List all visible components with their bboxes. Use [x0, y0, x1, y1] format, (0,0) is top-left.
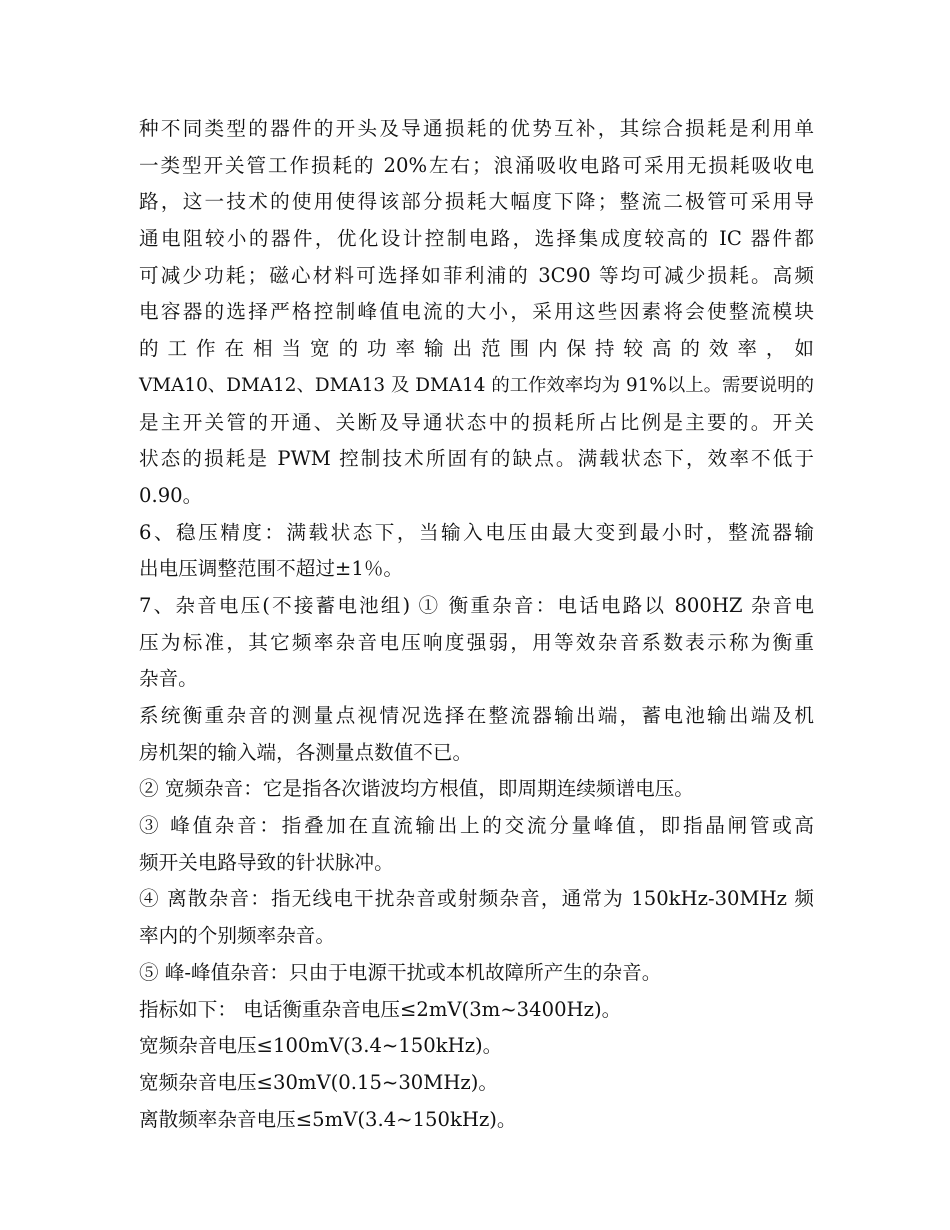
text-line: 可减少功耗；磁心材料可选择如菲利浦的 3C90 等均可减少损耗。高频 [139, 263, 814, 287]
text-line: 宽频杂音电压≤100mV(3.4~150kHz)。 [139, 1034, 503, 1058]
text-line: VMA10、DMA12、DMA13 及 DMA14 的工作效率均为 91%以上。需要说明的 [139, 374, 815, 396]
text-line: 频开关电路导致的针状脉冲。 [139, 850, 394, 874]
text-line: 7、杂音电压(不接蓄电池组) ① 衡重杂音：电话电路以 800HZ 杂音电 [139, 593, 814, 617]
document-page [139, 111, 814, 1138]
text-line: 通电阻较小的器件，优化设计控制电路，选择集成度较高的 IC 器件都 [139, 227, 814, 251]
text-line: 出电压调整范围不超过±1％。 [139, 557, 404, 581]
text-line: 6、稳压精度：满载状态下，当输入电压由最大变到最小时，整流器输 [139, 520, 814, 544]
text-line: 一类型开关管工作损耗的 20%左右；浪涌吸收电路可采用无损耗吸收电 [139, 153, 814, 177]
text-line: 指标如下： 电话衡重杂音电压≤2mV(3m~3400Hz)。 [139, 997, 622, 1021]
text-line: ④ 离散杂音：指无线电干扰杂音或射频杂音，通常为 150kHz-30MHz 频 [139, 887, 814, 911]
text-line: 是主开关管的开通、关断及导通状态中的损耗所占比例是主要的。开关 [139, 410, 814, 434]
text-line: 房机架的输入端，各测量点数值不已。 [139, 740, 473, 764]
text-line: 宽频杂音电压≤30mV(0.15~30MHz)。 [139, 1070, 498, 1094]
text-line: 杂音。 [139, 667, 198, 691]
text-line: 率内的个别频率杂音。 [139, 924, 335, 948]
text-line: 压为标准，其它频率杂音电压响度强弱，用等效杂音系数表示称为衡重 [139, 630, 814, 654]
text-line: 离散频率杂音电压≤5mV(3.4~150kHz)。 [139, 1107, 517, 1131]
text-line: 种不同类型的器件的开头及导通损耗的优势互补，其综合损耗是利用单 [139, 117, 814, 140]
text-line: ② 宽频杂音：它是指各次谐波均方根值，即周期连续频谱电压。 [139, 777, 694, 801]
text-line: 状态的损耗是 PWM 控制技术所固有的缺点。满载状态下，效率不低于 [139, 447, 814, 471]
text-line: 的 工 作 在 相 当 宽 的 功 率 输 出 范 围 内 保 持 较 高 的 效 率 ， 如 [139, 337, 815, 361]
text-line: 电容器的选择严格控制峰值电流的大小，采用这些因素将会使整流模块 [139, 300, 814, 324]
text-line: 路，这一技术的使用使得该部分损耗大幅度下降；整流二极管可采用导 [139, 190, 814, 214]
text-line: ③ 峰值杂音：指叠加在直流输出上的交流分量峰值，即指晶闸管或高 [139, 814, 814, 838]
text-line: 0.90。 [139, 483, 203, 507]
text-line: ⑤ 峰-峰值杂音：只由于电源干扰或本机故障所产生的杂音。 [139, 960, 662, 984]
text-line: 系统衡重杂音的测量点视情况选择在整流器输出端，蓄电池输出端及机 [139, 704, 814, 727]
